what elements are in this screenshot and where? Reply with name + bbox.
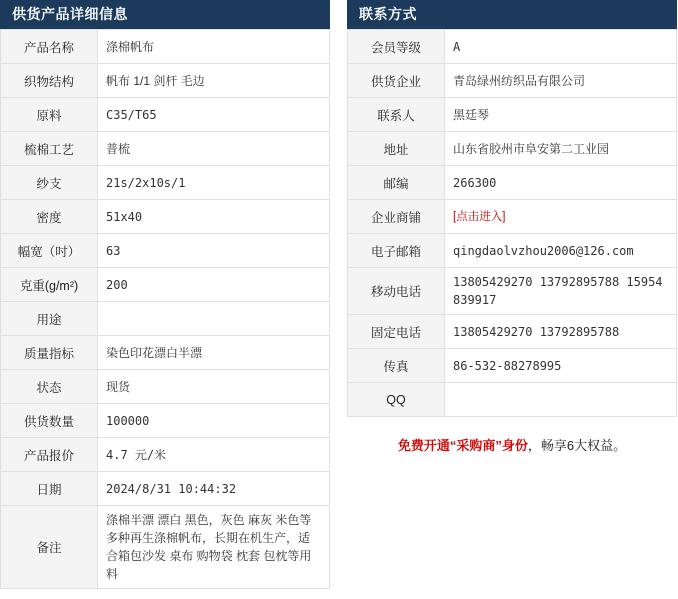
table-row bbox=[348, 64, 677, 98]
table-row bbox=[348, 268, 677, 315]
table-row bbox=[1, 302, 330, 336]
row-label: 密度 bbox=[1, 200, 98, 234]
table-row bbox=[1, 336, 330, 370]
row-label: 用途 bbox=[1, 302, 98, 336]
row-label: 备注 bbox=[1, 506, 98, 589]
row-value: 涤棉帆布 bbox=[98, 30, 330, 64]
row-value: 帆布 1/1 剑杆 毛边 bbox=[98, 64, 330, 98]
row-value: 63 bbox=[98, 234, 330, 268]
row-value: qingdaolvzhou2006@126.com bbox=[445, 234, 677, 268]
row-value: 51x40 bbox=[98, 200, 330, 234]
row-label: 原料 bbox=[1, 98, 98, 132]
row-label: 企业商铺 bbox=[348, 200, 445, 234]
table-row bbox=[1, 234, 330, 268]
row-value: 21s/2x10s/1 bbox=[98, 166, 330, 200]
contact-tbody bbox=[348, 30, 677, 417]
row-label: 幅宽（吋） bbox=[1, 234, 98, 268]
row-label: 质量指标 bbox=[1, 336, 98, 370]
table-row bbox=[1, 30, 330, 64]
membership-promo-highlight: 免费开通“采购商”身份 bbox=[397, 438, 528, 453]
row-value: 青岛绿州纺织品有限公司 bbox=[445, 64, 677, 98]
row-value: 13805429270 13792895788 bbox=[445, 315, 677, 349]
table-row bbox=[1, 370, 330, 404]
table-row bbox=[348, 30, 677, 64]
table-row bbox=[1, 472, 330, 506]
table-row bbox=[1, 200, 330, 234]
row-label: 产品名称 bbox=[1, 30, 98, 64]
row-label: 梳棉工艺 bbox=[1, 132, 98, 166]
membership-promo[interactable] bbox=[347, 427, 677, 458]
row-label: 邮编 bbox=[348, 166, 445, 200]
table-row bbox=[1, 506, 330, 589]
row-label: 状态 bbox=[1, 370, 98, 404]
row-label: 产品报价 bbox=[1, 438, 98, 472]
right-column bbox=[347, 0, 677, 458]
table-row bbox=[348, 200, 677, 234]
table-row bbox=[348, 383, 677, 417]
row-label: 固定电话 bbox=[348, 315, 445, 349]
contact-panel-title: 联系方式 bbox=[347, 0, 677, 29]
row-label: 供货数量 bbox=[1, 404, 98, 438]
table-row bbox=[348, 166, 677, 200]
row-value bbox=[98, 302, 330, 336]
table-row bbox=[1, 132, 330, 166]
table-row bbox=[348, 234, 677, 268]
enter-shop-link[interactable]: [点击进入] bbox=[453, 210, 506, 223]
row-value: C35/T65 bbox=[98, 98, 330, 132]
row-label: 移动电话 bbox=[348, 268, 445, 315]
table-row bbox=[1, 404, 330, 438]
row-value-shop bbox=[445, 200, 677, 234]
row-value: 山东省胶州市阜安第二工业园 bbox=[445, 132, 677, 166]
row-label: 地址 bbox=[348, 132, 445, 166]
product-details-tbody bbox=[1, 30, 330, 589]
membership-promo-suffix: ，畅享6大权益。 bbox=[527, 438, 627, 453]
table-row bbox=[348, 315, 677, 349]
row-value: 13805429270 13792895788 15954839917 bbox=[445, 268, 677, 315]
row-label: 纱支 bbox=[1, 166, 98, 200]
table-row bbox=[1, 64, 330, 98]
row-label: QQ bbox=[348, 383, 445, 417]
row-value: A bbox=[445, 30, 677, 64]
table-row bbox=[1, 166, 330, 200]
table-row bbox=[348, 349, 677, 383]
table-row bbox=[348, 132, 677, 166]
row-value: 黑廷琴 bbox=[445, 98, 677, 132]
row-value: 现货 bbox=[98, 370, 330, 404]
row-label: 织物结构 bbox=[1, 64, 98, 98]
row-label: 会员等级 bbox=[348, 30, 445, 64]
row-label: 电子邮箱 bbox=[348, 234, 445, 268]
product-details-table bbox=[0, 29, 330, 589]
product-details-panel-title: 供货产品详细信息 bbox=[0, 0, 330, 29]
table-row bbox=[1, 98, 330, 132]
row-value: 4.7 元/米 bbox=[98, 438, 330, 472]
row-value: 普梳 bbox=[98, 132, 330, 166]
table-row bbox=[1, 438, 330, 472]
row-label: 克重(g/m²) bbox=[1, 268, 98, 302]
table-row bbox=[348, 98, 677, 132]
row-value: 86-532-88278995 bbox=[445, 349, 677, 383]
row-value-remark: 涤棉半漂 漂白 黑色，灰色 麻灰 米色等多种再生涤棉帆布，长期在机生产，适合箱包沙发 桌布 购物袋 枕套 包枕等用料 bbox=[98, 506, 330, 589]
row-value bbox=[445, 383, 677, 417]
row-label: 传真 bbox=[348, 349, 445, 383]
row-label: 联系人 bbox=[348, 98, 445, 132]
row-value: 2024/8/31 10:44:32 bbox=[98, 472, 330, 506]
row-value: 100000 bbox=[98, 404, 330, 438]
table-row bbox=[1, 268, 330, 302]
left-column bbox=[0, 0, 330, 589]
row-label: 供货企业 bbox=[348, 64, 445, 98]
row-label: 日期 bbox=[1, 472, 98, 506]
contact-table bbox=[347, 29, 677, 417]
row-value: 染色印花漂白半漂 bbox=[98, 336, 330, 370]
row-value: 266300 bbox=[445, 166, 677, 200]
row-value: 200 bbox=[98, 268, 330, 302]
